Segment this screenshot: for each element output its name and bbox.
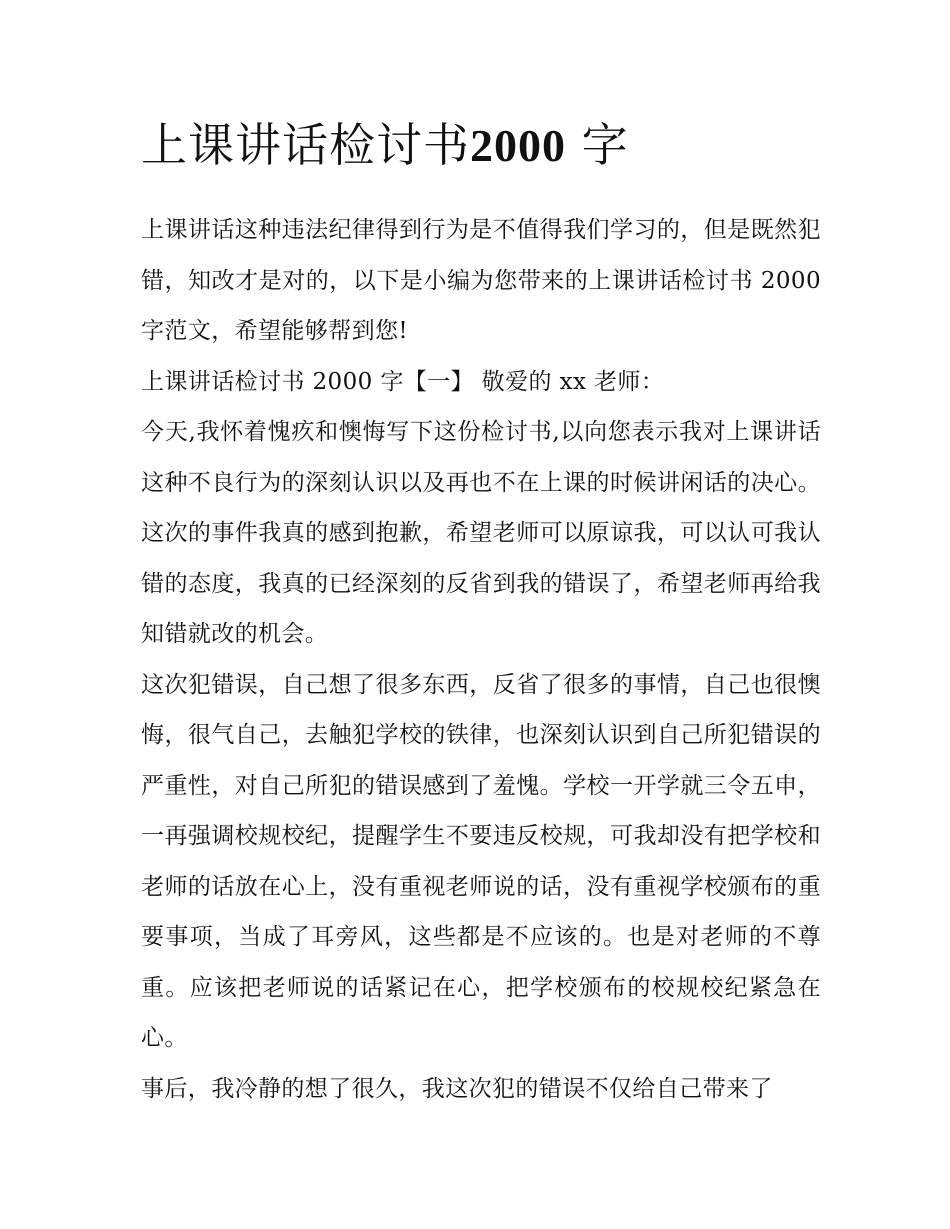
title-number: 2000 [470, 120, 566, 171]
document-page [141, 110, 821, 1114]
document-title [141, 110, 821, 181]
section-heading-salutation: 上课讲话检讨书 2000 字【一】 敬爱的 xx 老师： [141, 368, 665, 395]
title-main-text: 上课讲话检讨书 [141, 118, 470, 172]
title-suffix: 字 [581, 118, 629, 172]
intro-paragraph: 上课讲话这种违法纪律得到行为是不值得我们学习的，但是既然犯错，知改才是对的，以下是小编为您带来的上课讲话检讨书 2000 字范文，希望能够帮到您! [141, 217, 821, 344]
body-paragraph: 今天,我怀着愧疚和懊悔写下这份检讨书,以向您表示我对上课讲话这种不良行为的深刻认识以及再也不在上课的时候讲闲话的决心。这次的事件我真的感到抱歉，希望老师可以原谅我，可以认可我认错的态度，我真的已经深刻的反省到我的错误了，希望老师再给我知错就改的机会。 [141, 419, 821, 647]
body-paragraph: 事后，我冷静的想了很久，我这次犯的错误不仅给自己带来了 [141, 1075, 773, 1102]
body-paragraph: 这次犯错误，自己想了很多东西，反省了很多的事情，自己也很懊悔，很气自己，去触犯学校的铁律，也深刻认识到自己所犯错误的严重性，对自己所犯的错误感到了羞愧。学校一开学就三令五申，一再强调校规校纪，提醒学生不要违反校规，可我却没有把学校和老师的话放在心上，没有重视老师说的话，没有重视学校颁布的重要事项，当成了耳旁风，这些都是不应该的。也是对老师的不尊重。应该把老师说的话紧记在心，把学校颁布的校规校纪紧急在心。 [141, 671, 821, 1051]
